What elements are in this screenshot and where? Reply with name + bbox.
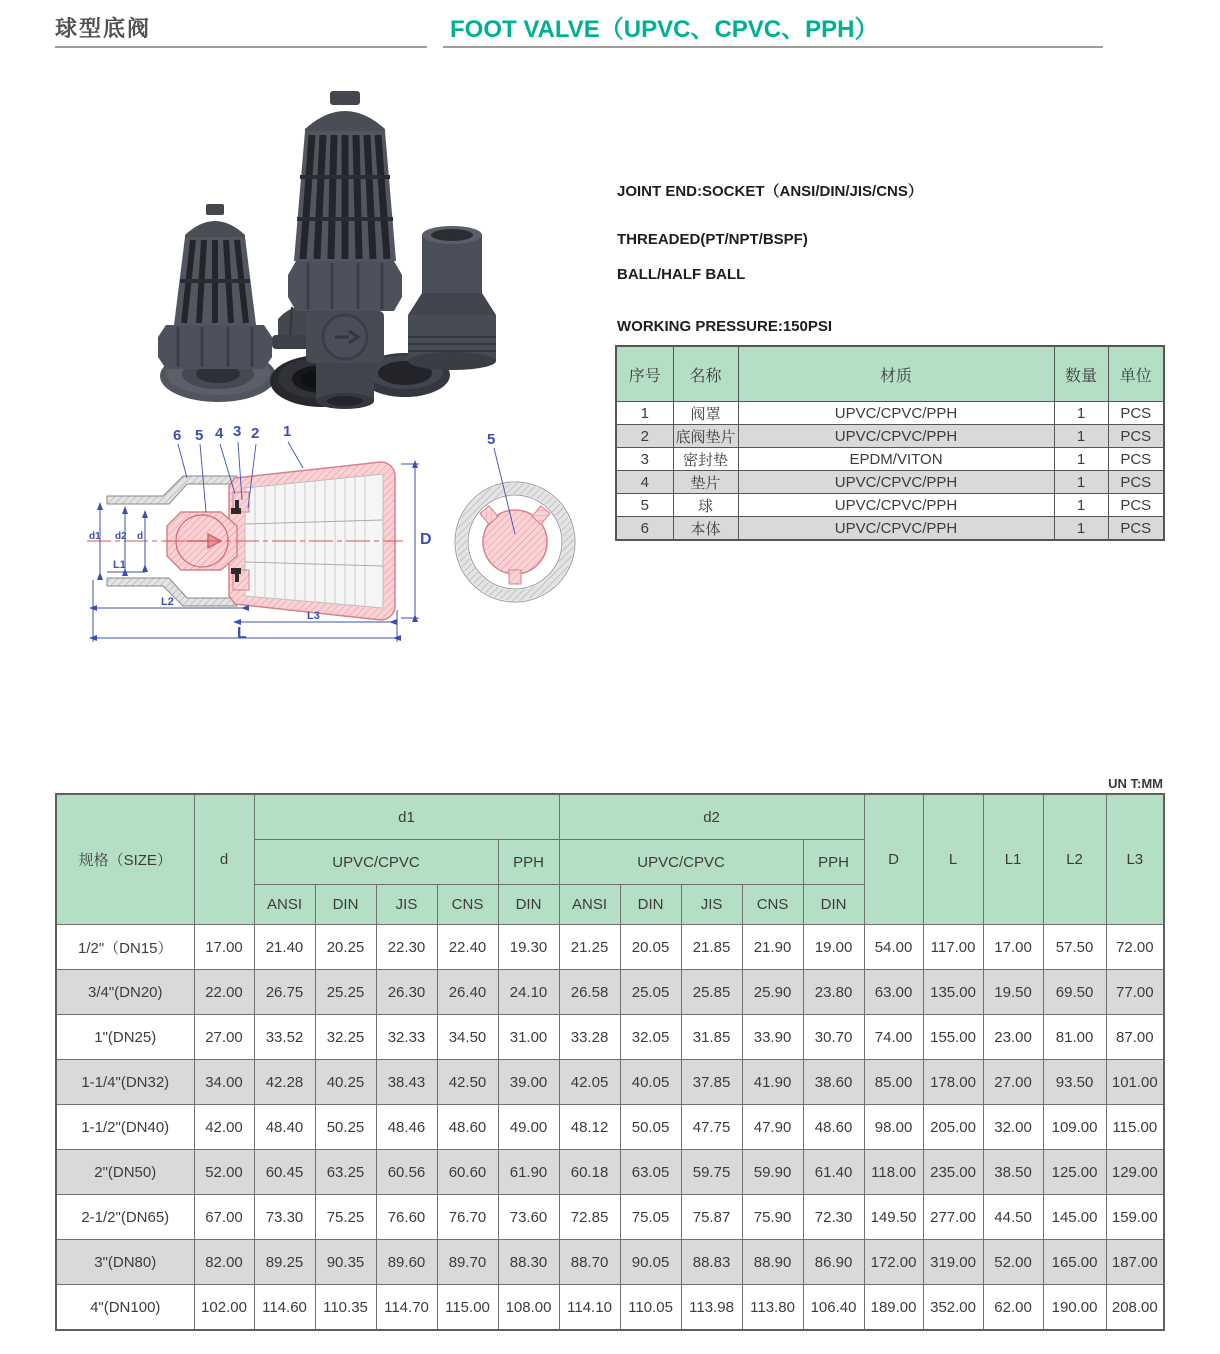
dims-header-row-1: [56, 794, 1164, 840]
table-cell: 48.40: [254, 1105, 315, 1150]
table-row: [56, 1015, 1164, 1060]
table-cell: 50.05: [620, 1105, 681, 1150]
table-cell: 20.05: [620, 925, 681, 970]
table-cell: 25.05: [620, 970, 681, 1015]
table-cell: 352.00: [923, 1285, 983, 1331]
dims-header-d2-jis: JIS: [681, 885, 742, 925]
table-cell: 32.33: [376, 1015, 437, 1060]
table-cell: 88.70: [559, 1240, 620, 1285]
table-cell: 4: [616, 471, 673, 494]
table-cell: 22.40: [437, 925, 498, 970]
table-cell: 98.00: [864, 1105, 923, 1150]
dims-header-d2-din: DIN: [620, 885, 681, 925]
table-cell: 187.00: [1106, 1240, 1164, 1285]
table-cell: 235.00: [923, 1150, 983, 1195]
dims-header-d1-pph-din: DIN: [498, 885, 559, 925]
table-row: [616, 517, 1164, 541]
table-cell: 19.50: [983, 970, 1043, 1015]
table-cell: 42.05: [559, 1060, 620, 1105]
callout-6: 6: [173, 427, 182, 444]
table-row: [616, 471, 1164, 494]
table-cell: 42.50: [437, 1060, 498, 1105]
table-cell: 34.00: [194, 1060, 254, 1105]
table-cell: 47.90: [742, 1105, 803, 1150]
table-cell: 89.60: [376, 1240, 437, 1285]
table-cell: 3: [616, 448, 673, 471]
table-cell: 48.46: [376, 1105, 437, 1150]
side-callout-5: 5: [487, 431, 496, 448]
table-cell: 115.00: [1106, 1105, 1164, 1150]
dim-L: L: [237, 625, 247, 642]
table-cell: 110.05: [620, 1285, 681, 1331]
table-cell: 34.50: [437, 1015, 498, 1060]
table-cell: 21.90: [742, 925, 803, 970]
table-cell: 190.00: [1043, 1285, 1106, 1331]
table-cell: 88.90: [742, 1240, 803, 1285]
table-cell: 60.56: [376, 1150, 437, 1195]
table-cell: 109.00: [1043, 1105, 1106, 1150]
table-cell: 62.00: [983, 1285, 1043, 1331]
table-cell: 1-1/2"(DN40): [56, 1105, 194, 1150]
table-cell: 1: [616, 402, 673, 425]
table-cell: 47.75: [681, 1105, 742, 1150]
table-row: [56, 1195, 1164, 1240]
dims-header-d2-cns: CNS: [742, 885, 803, 925]
table-cell: 26.40: [437, 970, 498, 1015]
table-cell: 88.83: [681, 1240, 742, 1285]
table-cell: 61.40: [803, 1150, 864, 1195]
table-cell: 1/2"（DN15）: [56, 925, 194, 970]
page-title-chinese: 球型底阀: [55, 16, 152, 41]
spec-threaded: THREADED(PT/NPT/BSPF): [617, 231, 808, 248]
table-cell: 60.45: [254, 1150, 315, 1195]
dims-header-d1-cns: CNS: [437, 885, 498, 925]
table-cell: 155.00: [923, 1015, 983, 1060]
dims-header-d1-group: d1: [254, 794, 559, 840]
table-cell: 149.50: [864, 1195, 923, 1240]
dims-header-d2-upvc-cpvc: UPVC/CPVC: [559, 840, 803, 885]
dim-d: d: [137, 531, 144, 542]
table-cell: 52.00: [983, 1240, 1043, 1285]
header-divider-left: [55, 46, 427, 48]
table-cell: 26.75: [254, 970, 315, 1015]
parts-header-qty: 数量: [1054, 346, 1108, 402]
foot-valve-photo-illustration: [100, 85, 520, 410]
unit-note: UN T:MM: [1108, 776, 1163, 791]
table-cell: 77.00: [1106, 970, 1164, 1015]
callout-2: 2: [251, 425, 260, 442]
dims-header-d1-upvc-cpvc: UPVC/CPVC: [254, 840, 498, 885]
table-cell: 73.60: [498, 1195, 559, 1240]
dims-header-L1: L1: [983, 794, 1043, 925]
parts-header-unit: 单位: [1108, 346, 1164, 402]
dims-header-L3: L3: [1106, 794, 1164, 925]
table-cell: 33.52: [254, 1015, 315, 1060]
page-title-english: FOOT VALVE（UPVC、CPVC、PPH）: [450, 16, 879, 43]
header-divider-right: [443, 46, 1103, 48]
table-cell: 57.50: [1043, 925, 1106, 970]
technical-drawing: [85, 420, 605, 655]
table-cell: 25.25: [315, 970, 376, 1015]
table-cell: 115.00: [437, 1285, 498, 1331]
table-cell: 21.40: [254, 925, 315, 970]
table-cell: 1"(DN25): [56, 1015, 194, 1060]
table-cell: 2-1/2"(DN65): [56, 1195, 194, 1240]
table-cell: 165.00: [1043, 1240, 1106, 1285]
table-cell: 75.87: [681, 1195, 742, 1240]
table-cell: 69.50: [1043, 970, 1106, 1015]
table-row: [56, 1150, 1164, 1195]
table-cell: 40.05: [620, 1060, 681, 1105]
table-cell: 2: [616, 425, 673, 448]
dims-header-D: D: [864, 794, 923, 925]
table-cell: 63.00: [864, 970, 923, 1015]
table-cell: 5: [616, 494, 673, 517]
dims-header-d1-pph: PPH: [498, 840, 559, 885]
table-row: [616, 402, 1164, 425]
dim-d2: d2: [115, 531, 127, 542]
spec-ball: BALL/HALF BALL: [617, 266, 746, 283]
table-cell: 277.00: [923, 1195, 983, 1240]
callout-1: 1: [283, 423, 292, 440]
table-cell: 6: [616, 517, 673, 541]
table-cell: 114.10: [559, 1285, 620, 1331]
table-cell: PCS: [1108, 471, 1164, 494]
table-cell: 125.00: [1043, 1150, 1106, 1195]
table-cell: 27.00: [983, 1060, 1043, 1105]
table-row: [616, 425, 1164, 448]
callout-4: 4: [215, 425, 224, 442]
table-cell: 50.25: [315, 1105, 376, 1150]
parts-header-no: 序号: [616, 346, 673, 402]
dims-header-d2-pph: PPH: [803, 840, 864, 885]
dim-L1: L1: [113, 559, 126, 571]
table-cell: 17.00: [194, 925, 254, 970]
table-cell: 113.80: [742, 1285, 803, 1331]
table-cell: 75.05: [620, 1195, 681, 1240]
table-cell: 82.00: [194, 1240, 254, 1285]
table-cell: 86.90: [803, 1240, 864, 1285]
table-cell: 1: [1054, 448, 1108, 471]
table-cell: 2"(DN50): [56, 1150, 194, 1195]
table-cell: 63.25: [315, 1150, 376, 1195]
callout-3: 3: [233, 423, 242, 440]
spec-joint-end: JOINT END:SOCKET（ANSI/DIN/JIS/CNS）: [617, 183, 923, 200]
product-photo: [100, 85, 520, 410]
callout-5: 5: [195, 427, 204, 444]
table-cell: 41.90: [742, 1060, 803, 1105]
table-cell: 1: [1054, 425, 1108, 448]
table-cell: 31.00: [498, 1015, 559, 1060]
table-row: [56, 1240, 1164, 1285]
table-cell: 球: [673, 494, 738, 517]
table-cell: 17.00: [983, 925, 1043, 970]
table-cell: 90.35: [315, 1240, 376, 1285]
table-cell: 129.00: [1106, 1150, 1164, 1195]
table-cell: 32.25: [315, 1015, 376, 1060]
table-cell: 44.50: [983, 1195, 1043, 1240]
dims-header-size: 规格（SIZE）: [56, 794, 194, 925]
table-cell: 76.70: [437, 1195, 498, 1240]
table-cell: 31.85: [681, 1015, 742, 1060]
table-cell: 42.00: [194, 1105, 254, 1150]
table-cell: 205.00: [923, 1105, 983, 1150]
table-cell: PCS: [1108, 448, 1164, 471]
table-cell: 32.00: [983, 1105, 1043, 1150]
table-cell: 33.90: [742, 1015, 803, 1060]
table-row: [56, 1285, 1164, 1331]
table-cell: UPVC/CPVC/PPH: [738, 471, 1054, 494]
table-cell: 114.60: [254, 1285, 315, 1331]
table-cell: 114.70: [376, 1285, 437, 1331]
table-cell: 172.00: [864, 1240, 923, 1285]
table-cell: 88.30: [498, 1240, 559, 1285]
dims-header-d1-jis: JIS: [376, 885, 437, 925]
table-cell: 118.00: [864, 1150, 923, 1195]
table-cell: 108.00: [498, 1285, 559, 1331]
table-cell: 24.10: [498, 970, 559, 1015]
table-cell: 27.00: [194, 1015, 254, 1060]
table-row: [56, 925, 1164, 970]
table-cell: 32.05: [620, 1015, 681, 1060]
table-cell: 102.00: [194, 1285, 254, 1331]
table-cell: 145.00: [1043, 1195, 1106, 1240]
dims-header-L2: L2: [1043, 794, 1106, 925]
parts-table-header-row: [616, 346, 1164, 402]
table-cell: PCS: [1108, 494, 1164, 517]
table-cell: 23.00: [983, 1015, 1043, 1060]
dim-d1: d1: [89, 531, 101, 542]
table-cell: 30.70: [803, 1015, 864, 1060]
table-cell: 22.30: [376, 925, 437, 970]
table-cell: 21.85: [681, 925, 742, 970]
table-cell: 19.30: [498, 925, 559, 970]
table-row: [56, 1060, 1164, 1105]
table-cell: 72.85: [559, 1195, 620, 1240]
table-cell: 1-1/4"(DN32): [56, 1060, 194, 1105]
table-cell: PCS: [1108, 402, 1164, 425]
dimensions-table-body: [56, 925, 1164, 1331]
dims-header-d1-ansi: ANSI: [254, 885, 315, 925]
table-cell: 74.00: [864, 1015, 923, 1060]
table-cell: 21.25: [559, 925, 620, 970]
dims-header-L: L: [923, 794, 983, 925]
parts-header-name: 名称: [673, 346, 738, 402]
table-cell: 1: [1054, 402, 1108, 425]
table-cell: 38.60: [803, 1060, 864, 1105]
table-cell: UPVC/CPVC/PPH: [738, 517, 1054, 541]
table-cell: 73.30: [254, 1195, 315, 1240]
table-cell: 113.98: [681, 1285, 742, 1331]
table-cell: 38.50: [983, 1150, 1043, 1195]
table-cell: 37.85: [681, 1060, 742, 1105]
table-cell: 93.50: [1043, 1060, 1106, 1105]
dims-header-d2-ansi: ANSI: [559, 885, 620, 925]
table-cell: 110.35: [315, 1285, 376, 1331]
table-cell: 38.43: [376, 1060, 437, 1105]
table-cell: 49.00: [498, 1105, 559, 1150]
table-cell: EPDM/VITON: [738, 448, 1054, 471]
table-cell: 59.90: [742, 1150, 803, 1195]
dims-header-d2-pph-din: DIN: [803, 885, 864, 925]
table-cell: 4"(DN100): [56, 1285, 194, 1331]
table-cell: UPVC/CPVC/PPH: [738, 494, 1054, 517]
dim-L2: L2: [161, 596, 174, 608]
table-cell: 垫片: [673, 471, 738, 494]
table-cell: 19.00: [803, 925, 864, 970]
table-cell: 48.60: [803, 1105, 864, 1150]
table-cell: 75.25: [315, 1195, 376, 1240]
dims-header-d2-group: d2: [559, 794, 864, 840]
table-cell: 81.00: [1043, 1015, 1106, 1060]
table-row: [616, 494, 1164, 517]
table-cell: 40.25: [315, 1060, 376, 1105]
table-cell: 54.00: [864, 925, 923, 970]
table-cell: 42.28: [254, 1060, 315, 1105]
table-cell: 106.40: [803, 1285, 864, 1331]
table-cell: 本体: [673, 517, 738, 541]
table-cell: 3"(DN80): [56, 1240, 194, 1285]
table-cell: 33.28: [559, 1015, 620, 1060]
table-cell: 159.00: [1106, 1195, 1164, 1240]
table-cell: 25.85: [681, 970, 742, 1015]
dim-L3: L3: [307, 610, 320, 622]
table-cell: 178.00: [923, 1060, 983, 1105]
table-cell: 189.00: [864, 1285, 923, 1331]
table-cell: 89.70: [437, 1240, 498, 1285]
table-cell: 23.80: [803, 970, 864, 1015]
parts-table-body: [616, 402, 1164, 541]
table-cell: 1: [1054, 494, 1108, 517]
table-cell: PCS: [1108, 517, 1164, 541]
table-cell: PCS: [1108, 425, 1164, 448]
table-cell: 76.60: [376, 1195, 437, 1240]
table-row: [56, 1105, 1164, 1150]
table-cell: 135.00: [923, 970, 983, 1015]
table-cell: 117.00: [923, 925, 983, 970]
table-cell: 75.90: [742, 1195, 803, 1240]
table-cell: 底阀垫片: [673, 425, 738, 448]
table-cell: 61.90: [498, 1150, 559, 1195]
parts-table: [615, 345, 1165, 541]
table-cell: 3/4"(DN20): [56, 970, 194, 1015]
table-cell: 60.60: [437, 1150, 498, 1195]
table-cell: 319.00: [923, 1240, 983, 1285]
table-cell: 阀罩: [673, 402, 738, 425]
table-cell: 72.30: [803, 1195, 864, 1240]
table-cell: 87.00: [1106, 1015, 1164, 1060]
table-cell: 1: [1054, 471, 1108, 494]
table-cell: 59.75: [681, 1150, 742, 1195]
dim-D: D: [420, 531, 432, 548]
table-cell: 20.25: [315, 925, 376, 970]
table-cell: 39.00: [498, 1060, 559, 1105]
spec-working-pressure: WORKING PRESSURE:150PSI: [617, 318, 833, 335]
parts-header-material: 材质: [738, 346, 1054, 402]
table-cell: 25.90: [742, 970, 803, 1015]
table-cell: UPVC/CPVC/PPH: [738, 425, 1054, 448]
table-cell: 89.25: [254, 1240, 315, 1285]
table-cell: 1: [1054, 517, 1108, 541]
table-cell: 52.00: [194, 1150, 254, 1195]
table-cell: 63.05: [620, 1150, 681, 1195]
table-cell: 90.05: [620, 1240, 681, 1285]
table-cell: 48.60: [437, 1105, 498, 1150]
table-cell: 101.00: [1106, 1060, 1164, 1105]
table-cell: 26.58: [559, 970, 620, 1015]
table-cell: 26.30: [376, 970, 437, 1015]
table-cell: 67.00: [194, 1195, 254, 1240]
table-cell: 22.00: [194, 970, 254, 1015]
dims-header-d: d: [194, 794, 254, 925]
table-cell: 85.00: [864, 1060, 923, 1105]
dims-header-d1-din: DIN: [315, 885, 376, 925]
table-row: [616, 448, 1164, 471]
table-cell: 48.12: [559, 1105, 620, 1150]
dimensions-table: [55, 793, 1165, 1331]
table-cell: 60.18: [559, 1150, 620, 1195]
cross-section-drawing: [85, 420, 605, 655]
table-cell: 72.00: [1106, 925, 1164, 970]
table-cell: UPVC/CPVC/PPH: [738, 402, 1054, 425]
table-row: [56, 970, 1164, 1015]
table-cell: 208.00: [1106, 1285, 1164, 1331]
table-cell: 密封垫: [673, 448, 738, 471]
